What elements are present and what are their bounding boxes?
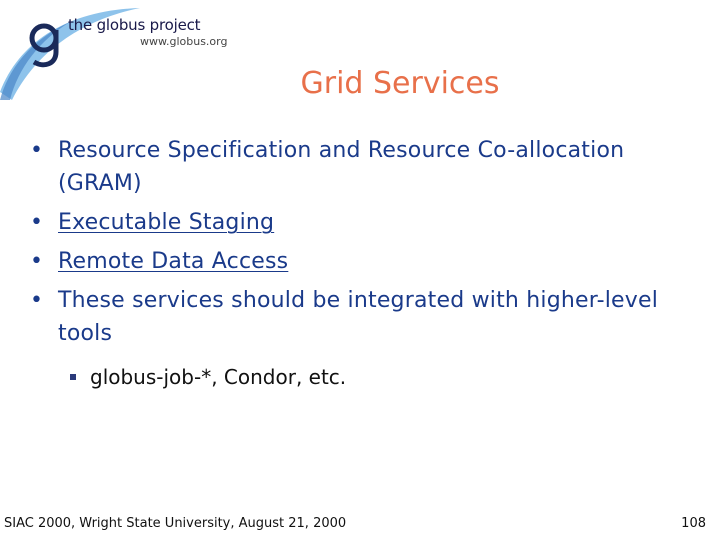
square-bullet-icon bbox=[70, 374, 76, 380]
bullet-dot-icon: • bbox=[30, 249, 44, 274]
bullet-list bbox=[28, 134, 708, 350]
bullet-dot-icon: • bbox=[30, 210, 44, 235]
bullet-text: Executable Staging bbox=[58, 210, 275, 235]
footer-text: SIAC 2000, Wright State University, August 21, 2000 bbox=[4, 516, 347, 531]
bullet-item bbox=[28, 206, 708, 239]
bullet-text: Remote Data Access bbox=[58, 249, 289, 274]
slide-title-text: Grid Services bbox=[300, 66, 500, 101]
bullet-dot-icon: • bbox=[30, 288, 44, 313]
sub-bullet-text: globus-job-*, Condor, etc. bbox=[90, 365, 347, 389]
logo-name: the globus project bbox=[68, 16, 201, 34]
logo-url: www.globus.org bbox=[140, 35, 228, 48]
sub-bullet-item bbox=[70, 362, 346, 392]
slide-title bbox=[0, 66, 720, 101]
bullet-dot-icon: • bbox=[30, 138, 44, 163]
bullet-text: These services should be integrated with higher-level tools bbox=[58, 288, 659, 346]
bullet-item bbox=[28, 245, 708, 278]
bullet-text: Resource Specification and Resource Co-allocation (GRAM) bbox=[58, 138, 625, 196]
page-number: 108 bbox=[681, 516, 706, 531]
bullet-item bbox=[28, 134, 708, 200]
bullet-item bbox=[28, 284, 708, 350]
